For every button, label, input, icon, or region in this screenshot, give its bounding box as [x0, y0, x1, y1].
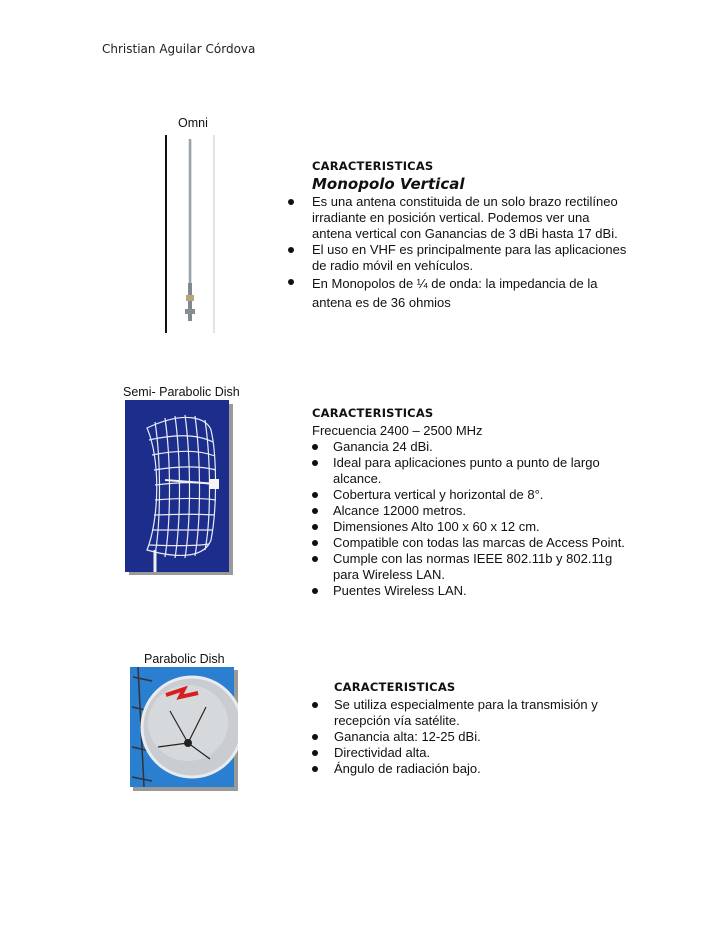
- features-list: [312, 194, 632, 312]
- bullet-icon: [312, 540, 318, 546]
- bullet-icon: [312, 556, 318, 562]
- list-item: Compatible con todas las marcas de Access Point.: [333, 535, 632, 551]
- list-item: Es una antena constituida de un solo brazo rectilíneo irradiante en posición vertical. Podemos ver una antena vertical con Ganancias de 3 dBi hasta 17 dBi.: [312, 194, 632, 242]
- bullet-icon: [288, 247, 294, 253]
- parabolic-dish-image: [130, 667, 238, 796]
- section-semi-parabolic-text: [312, 405, 632, 599]
- section-subtitle: Monopolo Vertical: [312, 175, 465, 193]
- omni-antenna-image: [160, 133, 220, 338]
- features-list: [334, 697, 634, 777]
- list-item: Cumple con las normas IEEE 802.11b y 802.11g para Wireless LAN.: [333, 551, 632, 583]
- figure-caption-omni: Omni: [178, 116, 208, 130]
- bullet-icon: [312, 460, 318, 466]
- list-item: Ganancia alta: 12-25 dBi.: [334, 729, 634, 745]
- section-heading: CARACTERISTICAS: [312, 406, 434, 420]
- bullet-icon: [288, 279, 294, 285]
- bullet-icon: [312, 444, 318, 450]
- features-list: [333, 439, 632, 599]
- list-item: Directividad alta.: [334, 745, 634, 761]
- bullet-icon: [288, 199, 294, 205]
- frequency-line: Frecuencia 2400 – 2500 MHz: [312, 423, 483, 438]
- bullet-icon: [312, 766, 318, 772]
- section-heading: CARACTERISTICAS: [334, 680, 456, 694]
- section-parabolic-dish-text: [334, 679, 634, 777]
- page-header-author: Christian Aguilar Córdova: [102, 42, 256, 56]
- bullet-icon: [312, 734, 318, 740]
- bullet-icon: [312, 588, 318, 594]
- list-item: Se utiliza especialmente para la transmisión y recepción vía satélite.: [334, 697, 634, 729]
- section-omni-text: [312, 158, 632, 312]
- bullet-icon: [312, 524, 318, 530]
- list-item: Ganancia 24 dBi.: [333, 439, 632, 455]
- list-item: El uso en VHF es principalmente para las aplicaciones de radio móvil en vehículos.: [312, 242, 632, 274]
- section-heading: CARACTERISTICAS: [312, 159, 434, 173]
- figure-caption-parabolic-dish: Parabolic Dish: [144, 652, 225, 666]
- bullet-icon: [312, 492, 318, 498]
- list-item: Ideal para aplicaciones punto a punto de largo alcance.: [333, 455, 632, 487]
- semi-parabolic-dish-image: [125, 400, 233, 580]
- list-item: Alcance 12000 metros.: [333, 503, 632, 519]
- list-item: Dimensiones Alto 100 x 60 x 12 cm.: [333, 519, 632, 535]
- list-item: Ángulo de radiación bajo.: [334, 761, 634, 777]
- list-item: Puentes Wireless LAN.: [333, 583, 632, 599]
- bullet-icon: [312, 508, 318, 514]
- bullet-icon: [312, 702, 318, 708]
- figure-caption-semi-parabolic: Semi- Parabolic Dish: [123, 385, 240, 399]
- list-item: En Monopolos de ¼ de onda: la impedancia de la antena es de 36 ohmios: [312, 274, 632, 312]
- bullet-icon: [312, 750, 318, 756]
- list-item: Cobertura vertical y horizontal de 8°.: [333, 487, 632, 503]
